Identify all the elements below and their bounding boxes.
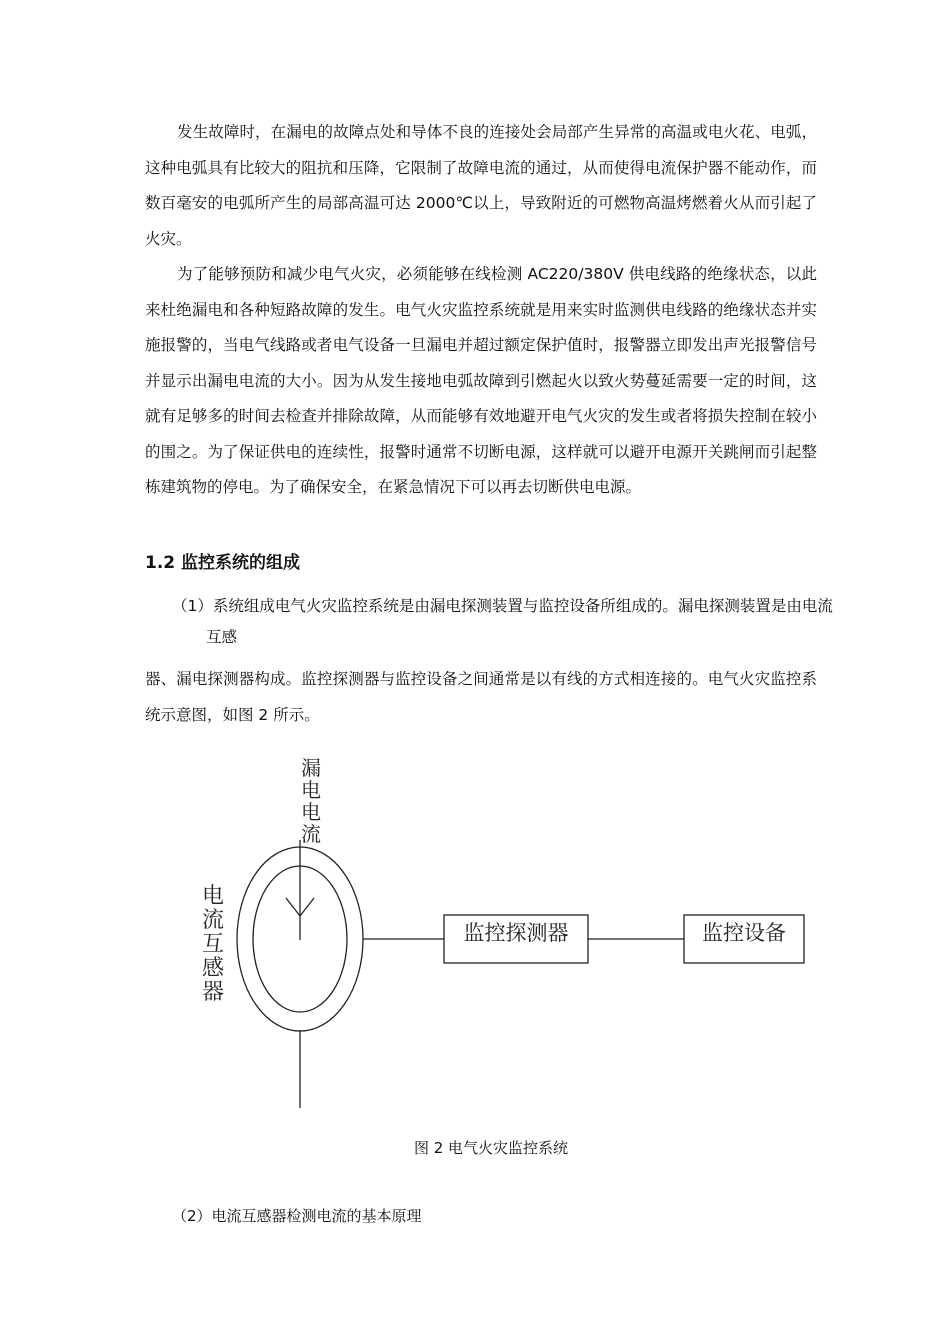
leak-current-char: 流 <box>301 822 321 846</box>
detector-label: 监控探测器 <box>463 921 569 945</box>
leak-current-char: 电 <box>301 778 321 802</box>
transformer-label-char: 感 <box>201 956 225 981</box>
leak-current-char: 漏 <box>301 756 321 780</box>
transformer-label-char: 器 <box>201 980 225 1005</box>
equipment-label: 监控设备 <box>702 921 786 945</box>
leak-current-char: 电 <box>301 800 321 824</box>
transformer-label-char: 电 <box>201 884 225 909</box>
paragraph-prevention: 为了能够预防和减少电气火灾，必须能够在线检测 AC220/380V 供电线路的绝缘状态，以此来杜绝漏电和各种短路故障的发生。电气火灾监控系统就是用来实时监测供电线路的绝缘状态并实施报警的，当电气线路或者电气设备一旦漏电并超过额定保护值时，报警器立即发出声光报警信号并显示出漏电电流的大小。因为从发生接地电弧故障到引燃起火以致火势蔓延需要一定的时间，这就有足够多的时间去检查并排除故障，从而能够有效地避开电气火灾的发生或者将损失控制在较小的围之。为了保证供电的连续性，报警时通常不切断电源，这样就可以避开电源开关跳闸而引起整栋建筑物的停电。为了确保安全，在紧急情况下可以再去切断供电电源。 <box>145 265 817 496</box>
paragraph-fault-arc: 发生故障时，在漏电的故障点处和导体不良的连接处会局部产生异常的高温或电火花、电弧，这种电弧具有比较大的阻抗和压降，它限制了故障电流的通过，从而使得电流保护器不能动作，而数百毫安的电弧所产生的局部高温可达 2000℃以上，导致附近的可燃物高温烤燃着火从而引起了火灾。 <box>145 123 817 248</box>
list-item-1: （1）系统组成电气火灾监控系统是由漏电探测装置与监控设备所组成的。漏电探测装置是由电流互感 <box>172 597 833 646</box>
list-item-1-continuation: 器、漏电探测器构成。监控探测器与监控设备之间通常是以有线的方式相连接的。电气火灾监控系统示意图，如图 2 所示。 <box>145 670 817 724</box>
list-item-2: （2）电流互感器检测电流的基本原理 <box>172 1207 422 1225</box>
section-heading: 1.2 监控系统的组成 <box>145 553 301 573</box>
figure-caption: 图 2 电气火灾监控系统 <box>413 1139 569 1157</box>
transformer-label-char: 流 <box>201 908 225 933</box>
transformer-label-char: 互 <box>201 932 225 957</box>
